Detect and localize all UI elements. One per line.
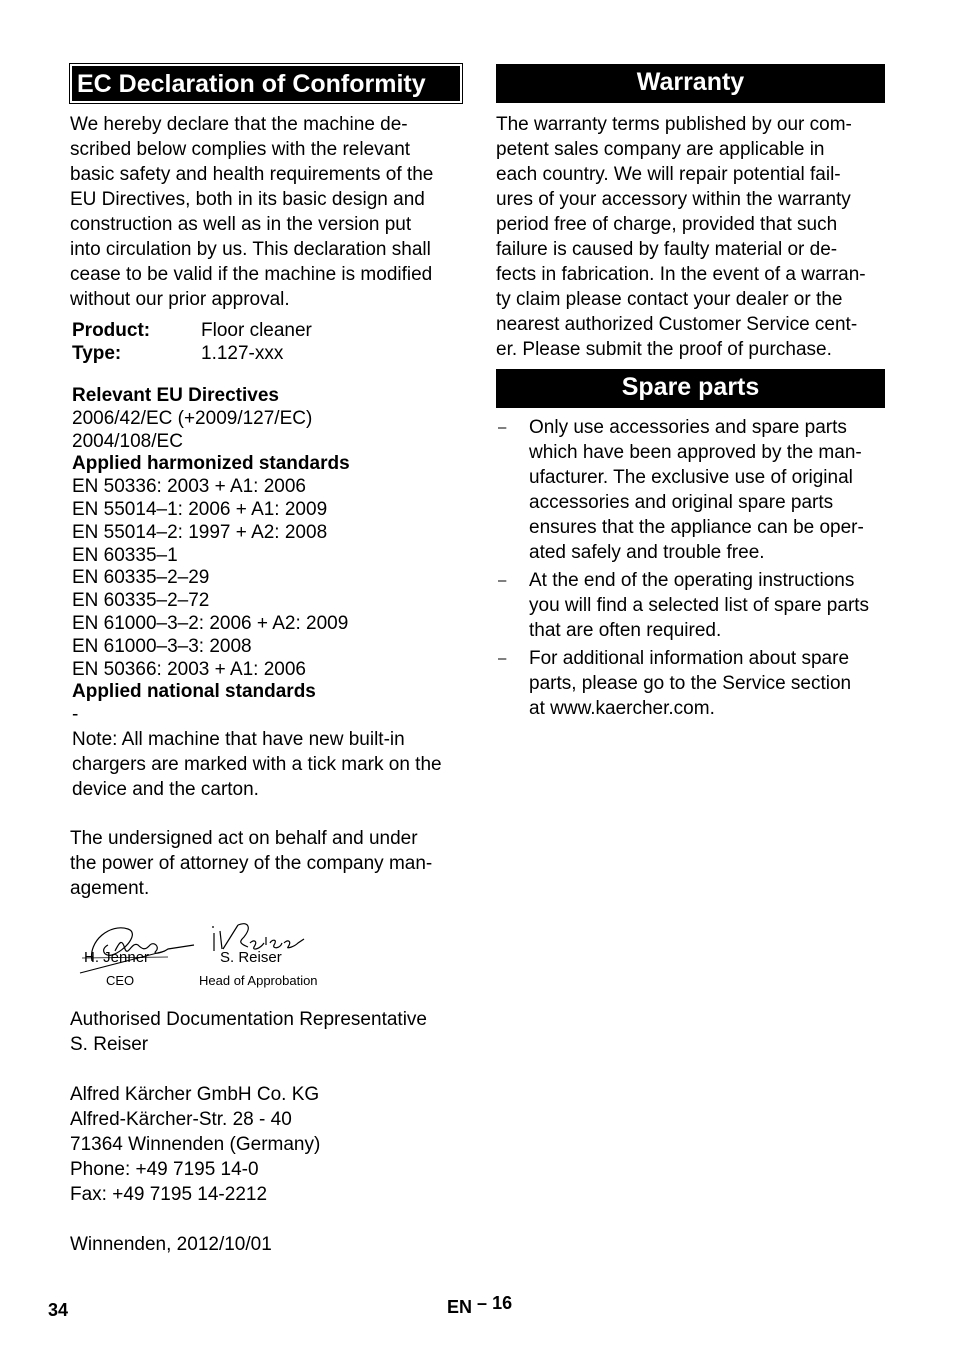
standard-item: EN 60335–2–72 (72, 590, 210, 612)
address-line: 71364 Winnenden (Germany) (70, 1133, 321, 1155)
warranty-line: failure is caused by faulty material or de- (496, 239, 838, 260)
item-line: ated safely and trouble free. (529, 542, 765, 563)
address-line: Fax: +49 7195 14-2212 (70, 1183, 268, 1205)
intro-line: without our prior approval. (70, 289, 290, 310)
signatory-role-jenner: CEO (106, 972, 135, 988)
standard-item: EN 60335–1 (72, 544, 178, 566)
undersigned-line: agement. (70, 877, 150, 899)
standard-item: EN 61000–3–3: 2008 (72, 635, 252, 657)
warranty-line: petent sales company are applicable in (496, 139, 825, 160)
warranty-line: The warranty terms published by our com- (496, 114, 852, 135)
intro-line: construction as well as in the version put (70, 214, 412, 235)
type-value: 1.127-xxx (201, 343, 284, 364)
intro-line: scribed below complies with the relevant (70, 139, 411, 160)
warranty-line: ty claim please contact your dealer or the (496, 289, 843, 310)
warranty-line: ures of your accessory within the warranty (496, 189, 851, 210)
standard-item: EN 61000–3–2: 2006 + A2: 2009 (72, 612, 349, 634)
list-item (496, 415, 885, 565)
spare-parts-heading: Spare parts (496, 369, 885, 408)
ec-intro-paragraph (70, 112, 462, 312)
list-item (496, 568, 885, 643)
standard-item: EN 55014–2: 1997 + A2: 2008 (72, 521, 328, 543)
type-row (70, 342, 462, 365)
signature-block (70, 911, 462, 1007)
intro-line: We hereby declare that the machine de- (70, 114, 408, 135)
warranty-heading: Warranty (496, 64, 885, 103)
warranty-line: period free of charge, provided that such (496, 214, 838, 235)
item-line: parts, please go to the Service section (529, 673, 852, 694)
intro-line: cease to be valid if the machine is modified (70, 264, 433, 285)
product-value: Floor cleaner (201, 320, 312, 341)
directives-heading: Relevant EU Directives (72, 385, 279, 406)
directive-item: 2004/108/EC (72, 430, 183, 452)
item-line: at www.kaercher.com. (529, 698, 715, 719)
standards-block (70, 385, 462, 727)
undersigned-line: The undersigned act on behalf and under (70, 827, 418, 849)
note-line: Note: All machine that have new built-in (72, 728, 405, 750)
note-paragraph (70, 727, 462, 802)
undersigned-paragraph (70, 826, 462, 901)
standard-item: EN 50366: 2003 + A1: 2006 (72, 658, 307, 680)
warranty-paragraph (496, 112, 885, 362)
item-line: At the end of the operating instructions (529, 570, 855, 591)
place-date: Winnenden, 2012/10/01 (70, 1233, 272, 1255)
spare-parts-list (496, 415, 885, 721)
warranty-line: fects in fabrication. In the event of a warran- (496, 264, 866, 285)
standard-item: EN 60335–2–29 (72, 567, 210, 589)
address-line: Phone: +49 7195 14-0 (70, 1158, 259, 1180)
address-block (70, 1082, 462, 1207)
sub-page-number: 16 (492, 1293, 513, 1313)
footer-dash: – (477, 1293, 488, 1313)
signatory-name-jenner: H. Jenner (84, 948, 150, 966)
item-line: Only use accessories and spare parts (529, 417, 847, 438)
product-label: Product: (72, 320, 151, 341)
intro-line: EU Directives, both in its basic design and (70, 189, 425, 210)
representative-line: Authorised Documentation Representative (70, 1008, 427, 1030)
warranty-line: nearest authorized Customer Service cent- (496, 314, 858, 335)
product-row (70, 319, 462, 342)
item-line: you will find a selected list of spare parts (529, 595, 870, 616)
standard-item: EN 50336: 2003 + A1: 2006 (72, 476, 307, 498)
item-line: accessories and original spare parts (529, 492, 834, 513)
warranty-line: each country. We will repair potential fail- (496, 164, 841, 185)
list-item (496, 646, 885, 721)
intro-line: basic safety and health requirements of the (70, 164, 434, 185)
dash-bullet: – (498, 650, 507, 667)
item-line: ufacturer. The exclusive use of original (529, 467, 853, 488)
note-line: chargers are marked with a tick mark on the (72, 753, 442, 775)
undersigned-line: the power of attorney of the company man- (70, 852, 433, 874)
item-line: For additional information about spare (529, 648, 850, 669)
item-line: ensures that the appliance can be oper- (529, 517, 864, 538)
harmonized-heading: Applied harmonized standards (72, 453, 350, 475)
intro-line: into circulation by us. This declaration shall (70, 239, 431, 260)
warranty-line: er. Please submit the proof of purchase. (496, 339, 832, 360)
item-line: which have been approved by the man- (529, 442, 862, 463)
type-label: Type: (72, 343, 122, 364)
product-info (70, 319, 462, 365)
right-column (496, 64, 885, 721)
page-footer-label (447, 1293, 513, 1318)
representative-block (70, 1007, 462, 1057)
dash-bullet: – (498, 419, 507, 436)
ec-declaration-section (70, 64, 462, 1257)
directive-item: 2006/42/EC (+2009/127/EC) (72, 407, 313, 429)
dash-bullet: – (498, 572, 507, 589)
address-line: Alfred-Kärcher-Str. 28 - 40 (70, 1108, 292, 1130)
national-value: - (72, 704, 79, 726)
signatory-name-reiser: S. Reiser (220, 948, 282, 966)
standard-item: EN 55014–1: 2006 + A1: 2009 (72, 498, 328, 520)
page-number: 34 (48, 1300, 69, 1320)
signatory-role-reiser: Head of Approbation (199, 972, 318, 988)
national-heading: Applied national standards (72, 681, 316, 703)
ec-declaration-heading: EC Declaration of Conformity (70, 64, 462, 103)
address-line: Alfred Kärcher GmbH Co. KG (70, 1083, 320, 1105)
language-code: EN (447, 1297, 473, 1317)
representative-line: S. Reiser (70, 1033, 149, 1055)
item-line: that are often required. (529, 620, 722, 641)
note-line: device and the carton. (72, 778, 259, 800)
